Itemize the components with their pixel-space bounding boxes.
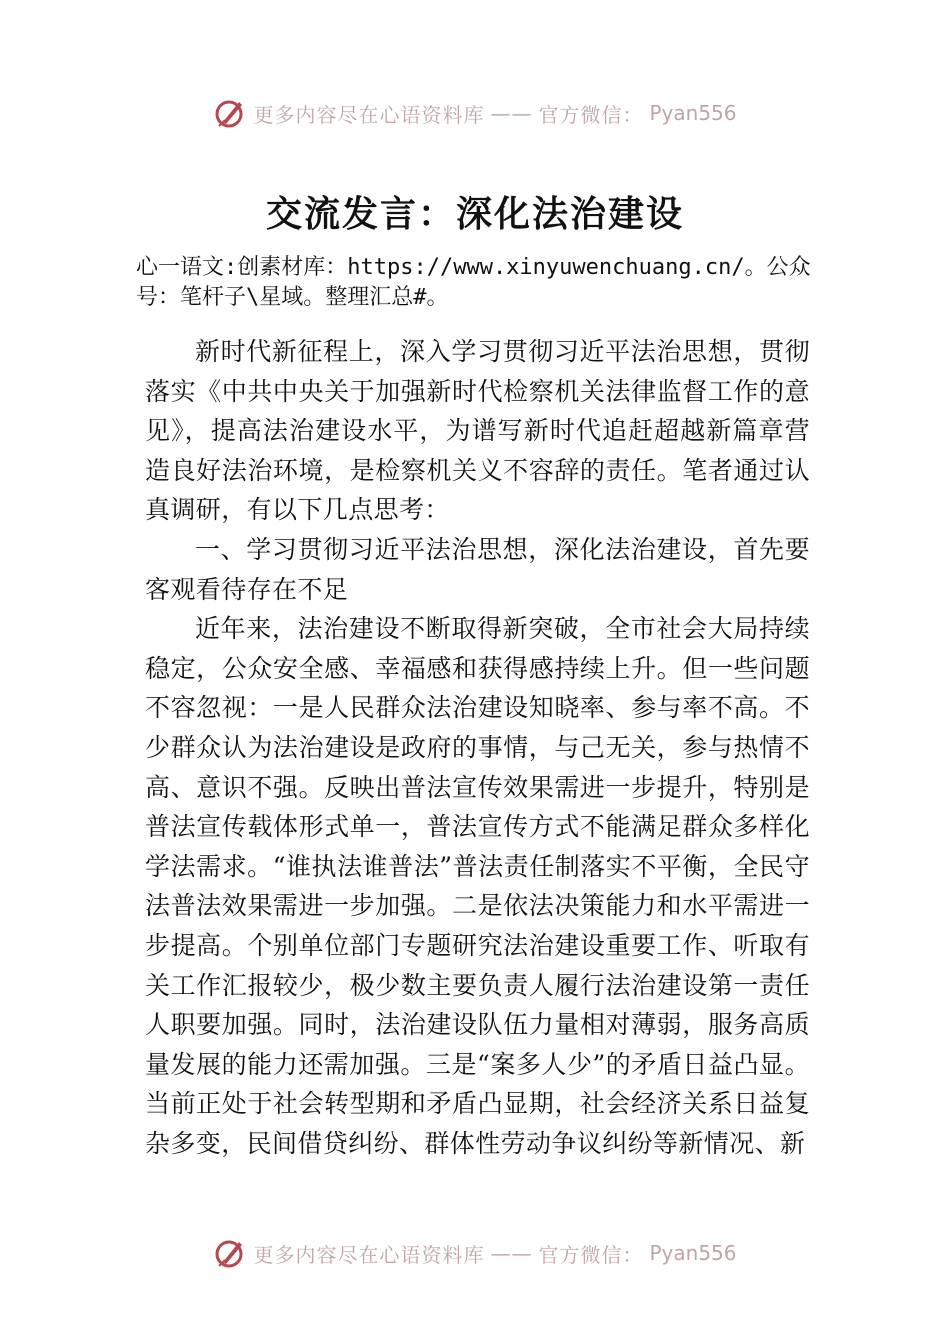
footer-watermark xyxy=(0,1233,950,1273)
watermark-separator: —— xyxy=(490,101,533,125)
section-heading-1: 一、学习贯彻习近平法治思想，深化法治建设，首先要客观看待存在不足 xyxy=(145,534,810,604)
watermark-label: 官方微信： xyxy=(538,1242,644,1267)
watermark-separator: —— xyxy=(490,1241,533,1265)
document-body xyxy=(145,332,810,1163)
paragraph-body: 近年来，法治建设不断取得新突破，全市社会大局持续稳定，公众安全感、幸福感和获得感持续上升。但一些问题不容忽视：一是人民群众法治建设知晓率、参与率不高。不少群众认为法治建设是政府的事情，与己无关，参与热情不高、意识不强。反映出普法宣传效果需进一步提升，特别是普法宣传载体形式单一，普法宣传方式不能满足群众多样化学法需求。“谁执法谁普法”普法责任制落实不平衡，全民守法普法效果需进一步加强。二是依法决策能力和水平需进一步提高。个别单位部门专题研究法治建设重要工作、听取有关工作汇报较少，极少数主要负责人履行法治建设第一责任人职要加强。同时，法治建设队伍力量相对薄弱，服务高质量发展的能力还需加强。三是“案多人少”的矛盾日益凸显。当前正处于社会转型期和矛盾凸显期，社会经济关系日益复杂多变，民间借贷纠纷、群体性劳动争议纠纷等新情况、新 xyxy=(145,614,810,1158)
source-line: 心一语文:创素材库：https://www.xinyuwenchuang.cn/。公众号：笔杆子\星域。整理汇总#。 xyxy=(136,255,811,310)
quill-pen-logo-icon xyxy=(213,96,247,130)
watermark-account: Pyan556 xyxy=(649,101,737,125)
watermark-text: 更多内容尽在心语资料库 xyxy=(253,1242,485,1267)
header-watermark xyxy=(0,93,950,133)
document-title: 交流发言：深化法治建设 xyxy=(265,194,684,235)
watermark-label: 官方微信： xyxy=(538,102,644,127)
watermark-text: 更多内容尽在心语资料库 xyxy=(253,102,485,127)
paragraph-intro: 新时代新征程上，深入学习贯彻习近平法治思想，贯彻落实《中共中央关于加强新时代检察机关法律监督工作的意见》，提高法治建设水平，为谱写新时代追赶超越新篇章营造良好法治环境，是检察机关义不容辞的责任。笔者通过认真调研，有以下几点思考： xyxy=(145,337,810,525)
quill-pen-logo-icon xyxy=(213,1236,247,1270)
watermark-account: Pyan556 xyxy=(649,1241,737,1265)
